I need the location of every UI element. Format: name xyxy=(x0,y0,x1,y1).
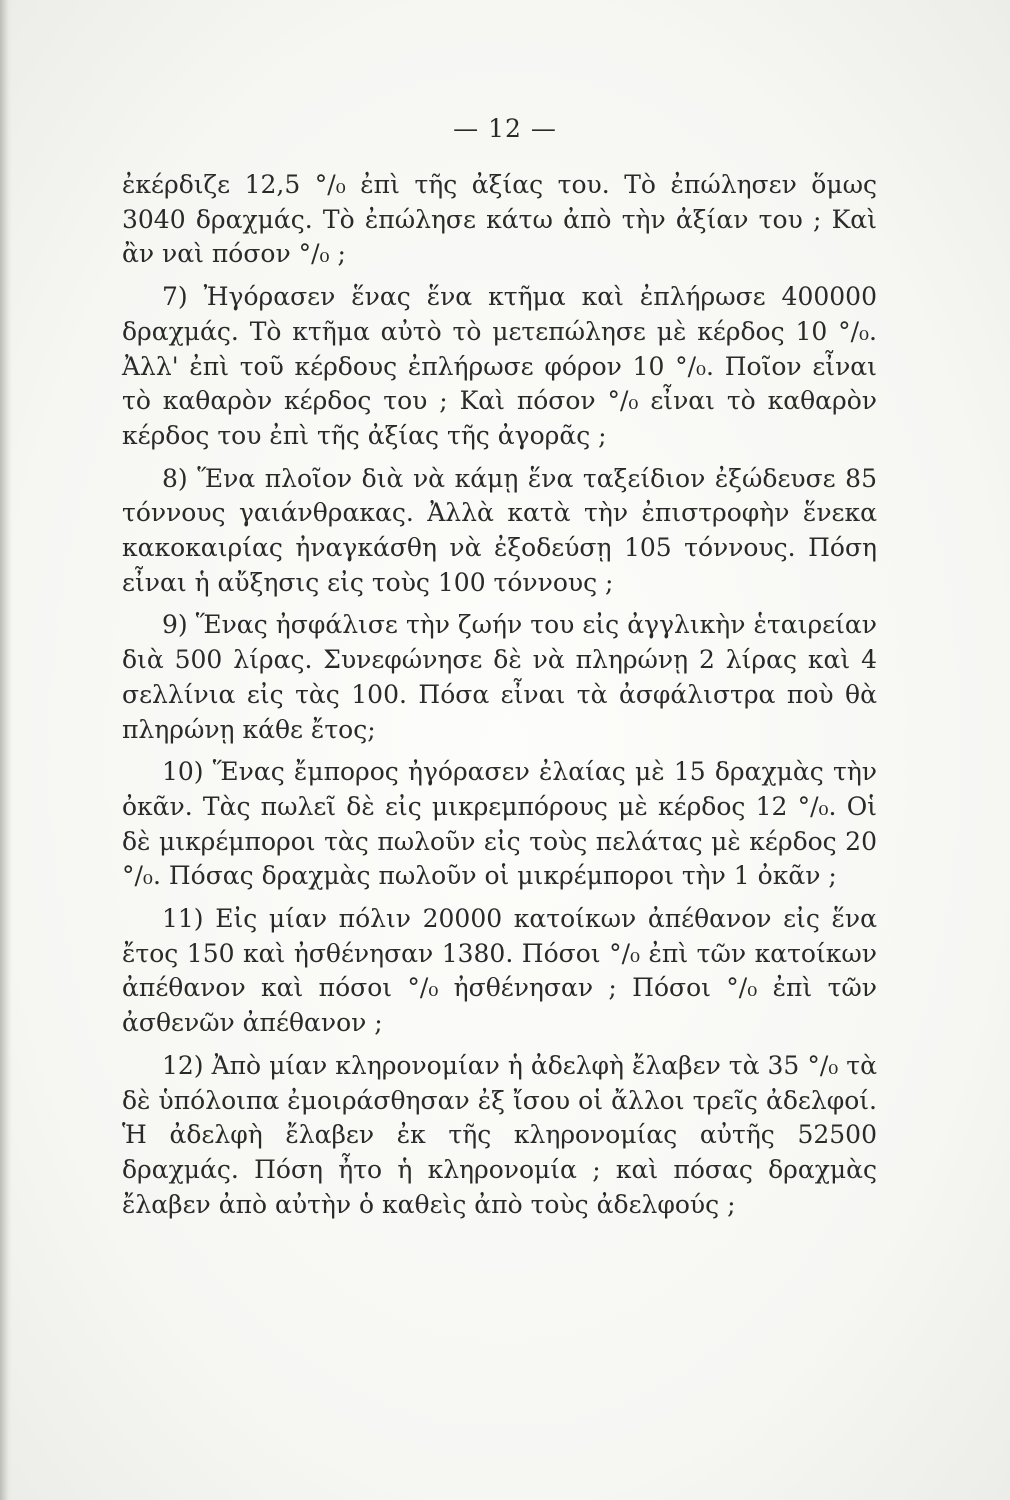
problem-11: 11) Εἰς μίαν πόλιν 20000 κατοίκων ἀπέθανον εἰς ἕνα ἔτος 150 καὶ ἠσθένησαν 1380. Πόσοι °/₀ ἐπὶ τῶν κατοίκων ἀπέθανον καὶ πόσοι °/₀ ἠσθένησαν ; Πόσοι °/₀ ἐπὶ τῶν ἀσθενῶν ἀπέθανον ; xyxy=(122,904,877,1038)
problem-12: 12) Ἀπὸ μίαν κληρονομίαν ἡ ἀδελφὴ ἔλαβεν τὰ 35 °/₀ τὰ δὲ ὑπόλοιπα ἐμοιράσθησαν ἐξ ἴσου οἱ ἄλλοι τρεῖς ἀδελφοί. Ἡ ἀδελφὴ ἔλαβεν ἐκ τῆς κληρονομίας αὐτῆς 52500 δραχμάς. Πόση ἦτο ἡ κληρονομία ; καὶ πόσας δραχμὰς ἔλαβεν ἀπὸ αὐτὴν ὁ καθεὶς ἀπὸ τοὺς ἀδελφούς ; xyxy=(122,1050,877,1219)
problem-9: 9) Ἕνας ἠσφάλισε τὴν ζωήν του εἰς ἀγγλικὴν ἑταιρείαν διὰ 500 λίρας. Συνεφώνησε δὲ νὰ πληρώνῃ 2 λίρας καὶ 4 σελλίνια εἰς τὰς 100. Πόσα εἶναι τὰ ἀσφάλιστρα ποὺ θὰ πληρώνῃ κάθε ἔτος; xyxy=(122,610,877,744)
page-binding-shadow xyxy=(0,0,12,1500)
page-number: — 12 — xyxy=(453,114,557,143)
problem-7: 7) Ἠγόρασεν ἕνας ἕνα κτῆμα καὶ ἐπλήρωσε 400000 δραχμάς. Τὸ κτῆμα αὐτὸ τὸ μετεπώλησε μὲ κέρδος 10 °/₀. Ἀλλ' ἐπὶ τοῦ κέρδους ἐπλήρωσε φόρον 10 °/₀. Ποῖον εἶναι τὸ καθαρὸν κέρδος του ; Καὶ πόσον °/₀ εἶναι τὸ καθαρὸν κέρδος του ἐπὶ τῆς ἀξίας τῆς ἀγορᾶς ; xyxy=(122,282,877,450)
page-body xyxy=(122,168,877,1230)
paragraph-continuation: ἐκέρδιζε 12,5 °/₀ ἐπὶ τῆς ἀξίας του. Τὸ ἐπώλησεν ὅμως 3040 δραχμάς. Τὸ ἐπώλησε κάτω ἀπὸ τὴν ἀξίαν του ; Καὶ ἂν ναὶ πόσον °/₀ ; xyxy=(122,170,877,269)
problem-10: 10) Ἕνας ἔμπορος ἠγόρασεν ἐλαίας μὲ 15 δραχμὰς τὴν ὀκᾶν. Τὰς πωλεῖ δὲ εἰς μικρεμπόρους μὲ κέρδος 12 °/₀. Οἱ δὲ μικρέμποροι τὰς πωλοῦν εἰς τοὺς πελάτας μὲ κέρδος 20 °/₀. Πόσας δραχμὰς πωλοῦν οἱ μικρέμποροι τὴν 1 ὀκᾶν ; xyxy=(122,757,877,891)
problem-8: 8) Ἕνα πλοῖον διὰ νὰ κάμῃ ἕνα ταξείδιον ἐξώδευσε 85 τόννους γαιάνθρακας. Ἀλλὰ κατὰ τὴν ἐπιστροφὴν ἕνεκα κακοκαιρίας ἠναγκάσθη νὰ ἐξοδεύσῃ 105 τόννους. Πόση εἶναι ἡ αὔξησις εἰς τοὺς 100 τόννους ; xyxy=(122,463,877,597)
